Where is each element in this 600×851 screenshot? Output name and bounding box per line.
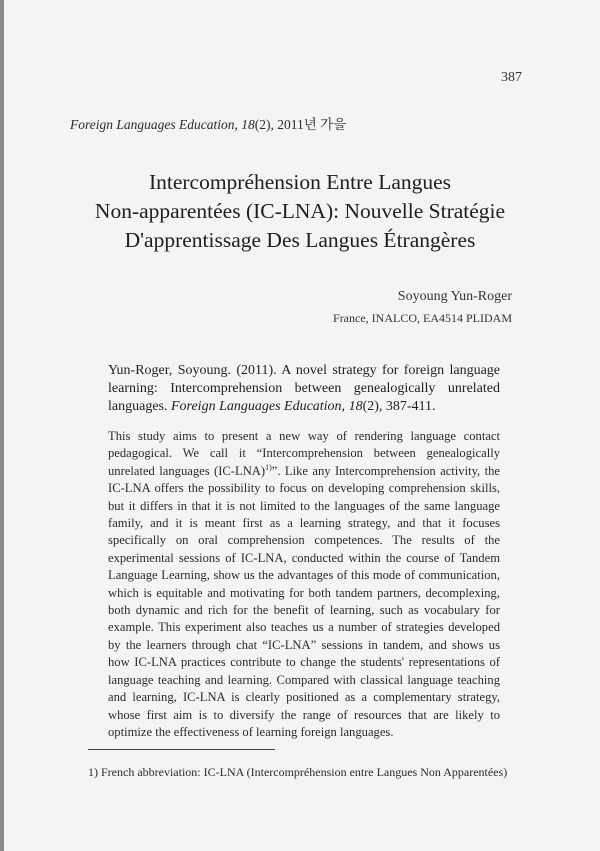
page-number: 387 [501, 70, 522, 85]
citation-tail: (2), 387-411. [362, 399, 436, 414]
title-line: Non-apparentées (IC-LNA): Nouvelle Stratégie [94, 199, 506, 223]
journal-volume: 18 [241, 117, 255, 132]
journal-name: Foreign Languages Education, [70, 117, 238, 132]
journal-line [70, 113, 346, 133]
citation-journal: Foreign Languages Education, [170, 399, 346, 414]
author-affiliation: France, INALCO, EA4514 PLIDAM [333, 311, 512, 325]
journal-issue-date: (2), 2011년 가을 [254, 117, 347, 132]
paper-title [40, 168, 560, 255]
author-name: Soyoung Yun-Roger [397, 289, 512, 304]
footnote-divider [88, 749, 275, 750]
citation [108, 362, 500, 416]
abstract-text: ”. Like any Intercomprehension activity, the IC-LNA offers the possibility to focus on developing comprehension skills, but it differs in that it is not limited to the languages of the same language family, and it is meant first as a learning strategy, and that it focuses specifically on oral comprehension competences. The results of the experimental sessions of IC-LNA, conducted within the course of Tandem Language Learning, show us the advantages of this mode of communication, which is equitable and motivating for both tandem partners, decomplexing, both dynamic and rich for the benefit of learning, such as vocabulary for example. This experiment also teaches us a number of strategies developed by the learners through chat “IC-LNA” sessions in tandem, and shows us how IC-LNA practices contribute to change the students' representations of language teaching and learning. Compared with classical language teaching and learning, IC-LNA is clearly positioned as a complementary strategy, whose first aim is to diversify the range of resources that are likely to optimize the effectiveness of learning foreign languages. [108, 463, 501, 739]
title-line: Intercompréhension Entre Langues [148, 170, 452, 194]
page-edge [0, 0, 4, 851]
citation-lead: Yun-Roger, Soyoung. (2011). A novel strategy for foreign language learning: Intercomprehension between genealogically unrelated languages. [108, 363, 500, 414]
footnote: 1) French abbreviation: IC-LNA (Intercompréhension entre Langues Non Apparentées) [88, 765, 508, 779]
title-line: D'apprentissage Des Langues Étrangères [124, 228, 476, 252]
citation-volume: 18 [348, 399, 363, 414]
abstract-text: This study aims to present a new way of rendering language contact pedagogical. We call it “Intercomprehension between genealogically unrelated languages (IC-LNA) [108, 429, 500, 478]
abstract [108, 428, 500, 741]
footnote-reference[interactable]: 1) [265, 462, 272, 472]
